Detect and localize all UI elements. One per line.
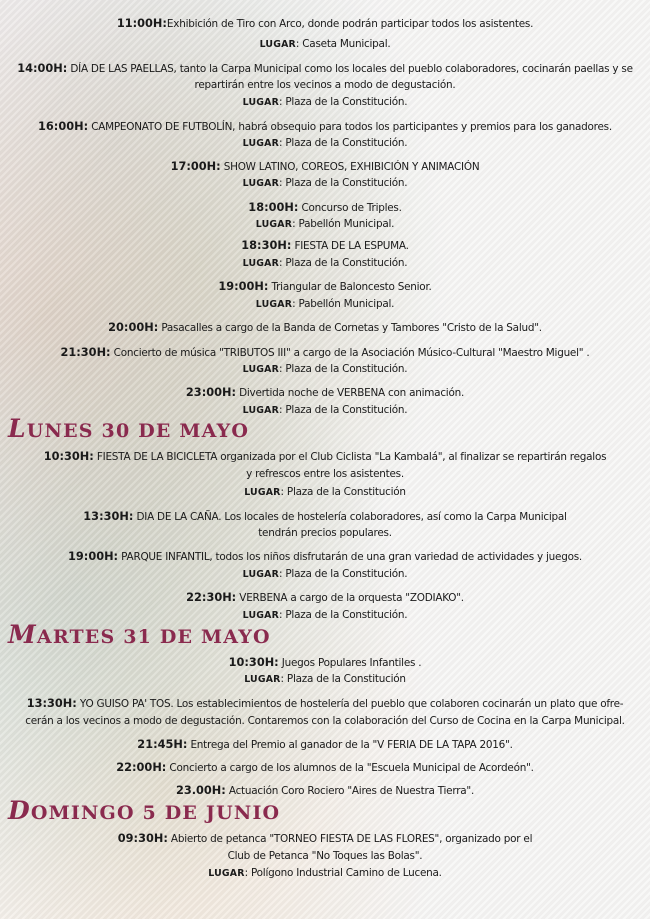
event-time: 18:30H:: [241, 238, 292, 252]
event-line: [5, 590, 645, 605]
lugar-label: LUGAR: [242, 405, 280, 416]
event-description: YO GUISO PA' TOS. Los establecimientos de hostelería del pueblo que colaboren cocinarán un plato que ofre-: [76, 698, 624, 710]
event-line: [5, 737, 645, 752]
event-time: 22:30H:: [186, 590, 237, 604]
event-time: 22:00H:: [116, 760, 167, 774]
lugar-label: LUGAR: [242, 569, 280, 580]
lugar-label: LUGAR: [244, 487, 281, 498]
location-name: : Plaza de la Constitución.: [279, 177, 408, 189]
event-location: [5, 672, 645, 687]
day-heading-tuesday: MARTES 31 DE MAYO: [8, 620, 271, 649]
event-line: [5, 696, 645, 711]
event-description: Juegos Populares Infantiles .: [278, 657, 422, 669]
event-line: [5, 509, 645, 524]
event-time: 10:30H:: [43, 449, 94, 463]
event-line: [5, 159, 645, 174]
location-name: : Plaza de la Constitución.: [279, 404, 408, 416]
event-time: 11:00H:: [116, 16, 167, 30]
event-description: Divertida noche de VERBENA con animación.: [236, 387, 465, 399]
event-line: [5, 655, 645, 670]
event-time: 21:45H:: [137, 737, 188, 751]
location-name: : Plaza de la Constitución.: [279, 257, 408, 269]
event-description: Exhibición de Tiro con Arco, donde podrán participar todos los asistentes.: [166, 18, 534, 30]
location-name: : Pabellón Municipal.: [292, 218, 395, 230]
event-line: [5, 200, 645, 215]
event-location: [5, 297, 645, 312]
lugar-label: LUGAR: [242, 610, 280, 621]
event-line: [5, 783, 645, 798]
event-line: [5, 119, 645, 134]
day-heading-sunday: DOMINGO 5 DE JUNIO: [8, 796, 281, 825]
event-time: 13:30H:: [83, 509, 134, 523]
event-time: 19:00H:: [218, 279, 269, 293]
event-location: [5, 95, 645, 110]
event-location: [5, 256, 645, 271]
lugar-label: LUGAR: [242, 258, 280, 269]
location-name: : Pabellón Municipal.: [292, 298, 395, 310]
location-name: : Plaza de la Constitución: [280, 486, 406, 498]
lugar-label: LUGAR: [255, 299, 293, 310]
lugar-label: LUGAR: [242, 178, 280, 189]
event-time: 17:00H:: [170, 159, 221, 173]
event-time: 09:30H:: [117, 831, 168, 845]
event-description: FIESTA DE LA BICICLETA organizada por el Club Ciclista "La Kambalá", al finalizar se repartirán regalos: [93, 451, 607, 463]
event-line: [5, 238, 645, 253]
event-time: 16:00H:: [38, 119, 89, 133]
event-line-continuation: [5, 526, 645, 540]
location-name: : Plaza de la Constitución.: [279, 137, 408, 149]
event-location: [5, 608, 645, 623]
event-line-continuation: [5, 714, 645, 728]
event-description: Abierto de petanca "TORNEO FIESTA DE LAS FLORES", organizado por el: [167, 833, 533, 845]
location-name: : Polígono Industrial Camino de Lucena.: [244, 867, 442, 879]
event-location: [5, 37, 645, 52]
event-description: VERBENA a cargo de la orquesta "ZODIAKO".: [236, 592, 464, 604]
event-time: 20:00H:: [108, 320, 159, 334]
event-time: 13:30H:: [26, 696, 77, 710]
event-line: [5, 760, 645, 775]
location-name: : Plaza de la Constitución.: [279, 609, 408, 621]
event-description: Actuación Coro Rociero "Aires de Nuestra Tierra".: [225, 785, 475, 797]
event-description: y refrescos entre los asistentes.: [246, 468, 404, 480]
event-location: [5, 217, 645, 232]
location-name: : Plaza de la Constitución.: [279, 96, 408, 108]
event-location: [5, 403, 645, 418]
event-description: Concierto de música "TRIBUTOS III" a cargo de la Asociación Músico-Cultural "Maestro Miguel" .: [110, 347, 590, 359]
event-location: [5, 567, 645, 582]
event-description: Entrega del Premio al ganador de la "V FERIA DE LA TAPA 2016".: [187, 739, 513, 751]
lugar-label: LUGAR: [244, 674, 281, 685]
event-description: DIA DE LA CAÑA. Los locales de hostelería colaboradores, así como la Carpa Municipal: [133, 511, 567, 523]
event-location: [5, 176, 645, 191]
event-time: 14:00H:: [17, 61, 68, 75]
event-time: 19:00H:: [68, 549, 119, 563]
day-heading-monday: LUNES 30 DE MAYO: [8, 414, 250, 443]
location-name: : Plaza de la Constitución.: [279, 568, 408, 580]
event-location: [5, 485, 645, 500]
event-line: [5, 449, 645, 464]
event-description: CAMPEONATO DE FUTBOLÍN, habrá obsequio para todos los participantes y premios para los ganadores.: [88, 121, 612, 133]
lugar-label: LUGAR: [242, 364, 280, 375]
event-line: [5, 549, 645, 564]
event-description: Triangular de Baloncesto Senior.: [268, 281, 432, 293]
event-description: repartirán entre los vecinos a modo de degustación.: [194, 79, 456, 91]
lugar-label: LUGAR: [242, 138, 280, 149]
event-line-continuation: [5, 78, 645, 92]
lugar-label: LUGAR: [208, 868, 245, 879]
event-description: PARQUE INFANTIL, todos los niños disfrutarán de una gran variedad de actividades y juegos.: [118, 551, 582, 563]
event-location: [5, 136, 645, 151]
event-line: [5, 385, 645, 400]
event-line: [5, 16, 645, 31]
event-line: [5, 61, 645, 76]
event-location: [5, 362, 645, 377]
event-line-continuation: [5, 467, 645, 481]
event-time: 18:00H:: [248, 200, 299, 214]
lugar-label: LUGAR: [242, 97, 280, 108]
location-name: : Caseta Municipal.: [295, 38, 391, 50]
event-line-continuation: [5, 849, 645, 863]
event-description: FIESTA DE LA ESPUMA.: [291, 240, 409, 252]
location-name: : Plaza de la Constitución.: [279, 363, 408, 375]
event-location: [5, 866, 645, 881]
event-description: Club de Petanca "No Toques las Bolas".: [227, 850, 423, 862]
event-description: tendrán precios populares.: [258, 527, 392, 539]
lugar-label: LUGAR: [259, 39, 296, 50]
lugar-label: LUGAR: [255, 219, 293, 230]
event-time: 21:30H:: [60, 345, 111, 359]
event-time: 10:30H:: [228, 655, 279, 669]
event-line: [5, 279, 645, 294]
event-description: Concierto a cargo de los alumnos de la "Escuela Municipal de Acordeón".: [166, 762, 534, 774]
event-time: 23:00H:: [185, 385, 237, 399]
event-description: SHOW LATINO, COREOS, EXHIBICIÓN Y ANIMACIÓN: [220, 161, 480, 173]
event-line: [5, 345, 645, 360]
event-description: DÍA DE LAS PAELLAS, tanto la Carpa Municipal como los locales del pueblo colaboradores, cocinarán paellas y se: [67, 63, 633, 75]
event-description: cerán a los vecinos a modo de degustación. Contaremos con la colaboración del Curso de Cocina en la Carpa Municipal.: [25, 715, 625, 727]
event-line: [5, 320, 645, 335]
event-description: Concurso de Triples.: [298, 202, 402, 214]
event-description: Pasacalles a cargo de la Banda de Cornetas y Tambores "Cristo de la Salud".: [158, 322, 542, 334]
event-time: 23.00H:: [175, 783, 226, 797]
location-name: : Plaza de la Constitución: [280, 673, 406, 685]
event-line: [5, 831, 645, 846]
